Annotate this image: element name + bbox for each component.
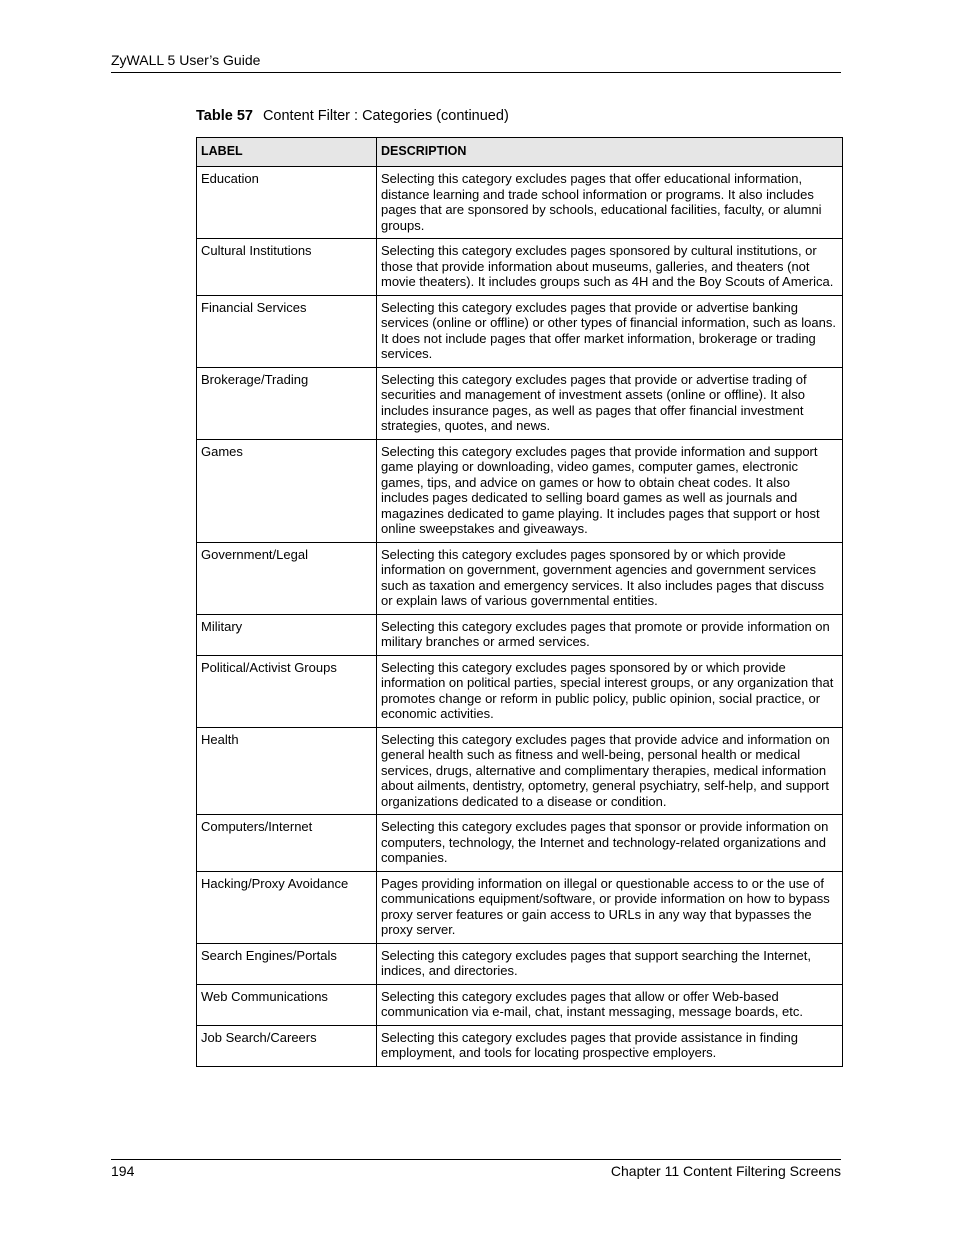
table-row bbox=[197, 1025, 843, 1066]
table-row bbox=[197, 984, 843, 1025]
table-caption-label: Table 57 bbox=[196, 108, 253, 124]
row-description: Selecting this category excludes pages that provide or advertise trading of securities and management of investment assets (online or offline). It also includes insurance pages, as well as pages that offer financial investment strategies, quotes, and news. bbox=[377, 367, 843, 439]
row-label: Financial Services bbox=[197, 295, 377, 367]
row-label: Computers/Internet bbox=[197, 815, 377, 872]
chapter-title: Chapter 11 Content Filtering Screens bbox=[610, 1163, 841, 1179]
row-description: Selecting this category excludes pages that support searching the Internet, indices, and directories. bbox=[377, 943, 843, 984]
table-row bbox=[197, 295, 843, 367]
table-row bbox=[197, 815, 843, 872]
row-label: Search Engines/Portals bbox=[197, 943, 377, 984]
table-row bbox=[197, 542, 843, 614]
row-label: Government/Legal bbox=[197, 542, 377, 614]
table-row bbox=[197, 614, 843, 655]
row-description: Selecting this category excludes pages sponsored by or which provide information on political parties, special interest groups, or any organization that promotes change or reform in public policy, public opinion, social practice, or economic activities. bbox=[377, 655, 843, 727]
row-description: Selecting this category excludes pages sponsored by cultural institutions, or those that provide information about museums, galleries, and theaters (not movie theaters). It includes groups such as 4H and the Boy Scouts of America. bbox=[377, 239, 843, 296]
running-footer bbox=[111, 1159, 841, 1180]
table-header-row bbox=[197, 138, 843, 167]
table-row bbox=[197, 239, 843, 296]
column-header-label: LABEL bbox=[197, 138, 377, 167]
table-caption bbox=[196, 108, 509, 125]
table-row bbox=[197, 439, 843, 542]
content-filter-categories-table bbox=[196, 137, 843, 1067]
table-row bbox=[197, 655, 843, 727]
table-row bbox=[197, 367, 843, 439]
row-description: Selecting this category excludes pages that provide advice and information on general health such as fitness and well-being, personal health or medical services, drugs, alternative and complimentary therapies, medical information about ailments, dentistry, optometry, general psychiatry, self-help, and support organizations dedicated to a disease or condition. bbox=[377, 727, 843, 815]
row-label: Political/Activist Groups bbox=[197, 655, 377, 727]
row-description: Selecting this category excludes pages that sponsor or provide information on computers, technology, the Internet and technology-related organizations and companies. bbox=[377, 815, 843, 872]
table-caption-text: Content Filter : Categories (continued) bbox=[262, 108, 509, 124]
table-row bbox=[197, 871, 843, 943]
page-number: 194 bbox=[111, 1163, 135, 1179]
row-label: Games bbox=[197, 439, 377, 542]
row-description: Selecting this category excludes pages that promote or provide information on military branches or armed services. bbox=[377, 614, 843, 655]
running-header bbox=[111, 52, 841, 73]
table-row bbox=[197, 167, 843, 239]
row-label: Hacking/Proxy Avoidance bbox=[197, 871, 377, 943]
row-label: Job Search/Careers bbox=[197, 1025, 377, 1066]
table-row bbox=[197, 727, 843, 815]
row-description: Pages providing information on illegal or questionable access to or the use of communications equipment/software, or provide information on how to bypass proxy server features or gain access to URLs in any way that bypasses the proxy server. bbox=[377, 871, 843, 943]
row-label: Brokerage/Trading bbox=[197, 367, 377, 439]
row-label: Education bbox=[197, 167, 377, 239]
row-description: Selecting this category excludes pages that provide information and support game playing or downloading, video games, computer games, electronic games, tips, and advice on games or how to obtain cheat codes. It also includes pages dedicated to selling board games as well as journals and magazines dedicated to game playing. It includes pages that support or host online sweepstakes and giveaways. bbox=[377, 439, 843, 542]
row-label: Health bbox=[197, 727, 377, 815]
column-header-description: DESCRIPTION bbox=[377, 138, 843, 167]
row-label: Cultural Institutions bbox=[197, 239, 377, 296]
row-description: Selecting this category excludes pages that provide assistance in finding employment, and tools for locating prospective employers. bbox=[377, 1025, 843, 1066]
table-row bbox=[197, 943, 843, 984]
row-description: Selecting this category excludes pages that provide or advertise banking services (online or offline) or other types of financial information, such as loans. It does not include pages that offer market information, brokerage or trading services. bbox=[377, 295, 843, 367]
row-label: Web Communications bbox=[197, 984, 377, 1025]
row-description: Selecting this category excludes pages that allow or offer Web-based communication via e-mail, chat, instant messaging, message boards, etc. bbox=[377, 984, 843, 1025]
guide-title: ZyWALL 5 User’s Guide bbox=[111, 52, 261, 68]
row-description: Selecting this category excludes pages that offer educational information, distance learning and trade school information or programs. It also includes pages that are sponsored by schools, educational facilities, faculty, or alumni groups. bbox=[377, 167, 843, 239]
row-label: Military bbox=[197, 614, 377, 655]
row-description: Selecting this category excludes pages sponsored by or which provide information on government, government agencies and government services such as taxation and emergency services. It also includes pages that discuss or explain laws of various governmental entities. bbox=[377, 542, 843, 614]
